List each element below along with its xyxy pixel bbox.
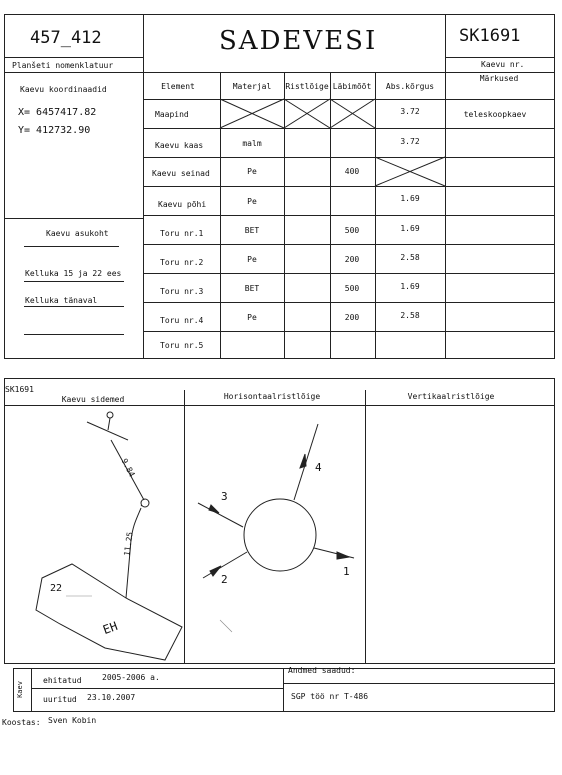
pipe-label: 2: [221, 573, 228, 586]
row-note: teleskoopkaev: [463, 110, 527, 119]
pipe-label: 4: [315, 461, 322, 474]
col-header-notes: Märkused: [479, 74, 519, 83]
coord-y: Y= 412732.90: [18, 125, 91, 136]
row-diameter: 500: [344, 226, 360, 235]
inspected-label: uuritud: [43, 695, 77, 704]
row-abs: 3.72: [400, 107, 420, 116]
well-id: SK1691: [459, 26, 521, 46]
horizontal-title: Horisontaalristlõige: [223, 392, 321, 401]
arrow-icon: [337, 552, 349, 559]
built-value: 2005-2006 a.: [102, 673, 160, 682]
inspected-value: 23.10.2007: [87, 693, 136, 702]
row-material: Pe: [247, 313, 257, 322]
pipe-label: 1: [343, 565, 350, 578]
building-label: EH: [101, 618, 120, 638]
links-title: Kaevu sidemed: [61, 395, 125, 404]
building-number: 22: [50, 583, 63, 594]
row-abs: 1.69: [400, 282, 420, 291]
row-material: Pe: [247, 167, 257, 176]
pipe-label: 3: [221, 490, 228, 503]
row-material: Pe: [247, 197, 257, 206]
location-line1: Kelluka 15 ja 22 ees: [25, 269, 122, 278]
row-diameter: 400: [344, 167, 360, 176]
coord-x: X= 6457417.82: [18, 107, 97, 118]
row-element: Kaevu seinad: [152, 169, 210, 178]
row-diameter: 200: [344, 313, 360, 322]
vertical-title: Vertikaalristlõige: [407, 392, 495, 401]
location-label: Kaevu asukoht: [46, 229, 109, 238]
well-id-label: Kaevu nr.: [481, 60, 525, 69]
compiler-value: Sven Kobin: [48, 716, 97, 725]
row-abs: 2.58: [400, 311, 420, 320]
row-element: Toru nr.3: [160, 287, 204, 296]
row-abs: 1.69: [400, 224, 420, 233]
row-material: BET: [244, 284, 260, 293]
arrow-icon: [210, 566, 221, 576]
col-header-section: Ristlõige: [285, 82, 329, 91]
coords-label: Kaevu koordinaadid: [20, 85, 107, 94]
dimension-label: 9.84: [119, 457, 137, 479]
row-element: Toru nr.4: [160, 316, 204, 325]
row-element: Maapind: [155, 110, 189, 119]
col-header-diameter: Läbimõõt: [332, 82, 372, 91]
row-element: Toru nr.1: [160, 229, 204, 238]
row-abs: 1.69: [400, 194, 420, 203]
arrow-icon: [300, 454, 306, 468]
row-diameter: 500: [344, 284, 360, 293]
page-title: SADEVESI: [219, 26, 378, 56]
row-element: Toru nr.5: [160, 341, 204, 350]
sketch-id: SK1691: [5, 385, 34, 394]
data-source-value: SGP töö nr T-486: [291, 692, 369, 701]
sheet-label: Planšeti nomenklatuur: [12, 61, 114, 70]
data-source-label: Andmed saadud:: [288, 666, 356, 675]
sheet-number: 457_412: [30, 28, 102, 48]
compiler-label: Koostas:: [2, 718, 41, 727]
row-abs: 2.58: [400, 253, 420, 262]
built-label: ehitatud: [43, 676, 82, 685]
row-element: Toru nr.2: [160, 258, 204, 267]
side-label: Kaev: [15, 681, 24, 698]
row-element: Kaevu põhi: [158, 200, 207, 209]
row-diameter: 200: [344, 255, 360, 264]
col-header-element: Element: [161, 82, 195, 91]
col-header-material: Materjal: [232, 82, 272, 91]
row-abs: 3.72: [400, 137, 420, 146]
row-material: Pe: [247, 255, 257, 264]
location-line2: Kelluka tänaval: [25, 296, 98, 305]
dimension-label: 11.25: [122, 531, 135, 557]
arrow-icon: [209, 505, 219, 513]
col-header-abs: Abs.kõrgus: [385, 82, 435, 91]
row-material: BET: [244, 226, 260, 235]
row-element: Kaevu kaas: [155, 141, 204, 150]
row-material: malm: [242, 139, 262, 148]
